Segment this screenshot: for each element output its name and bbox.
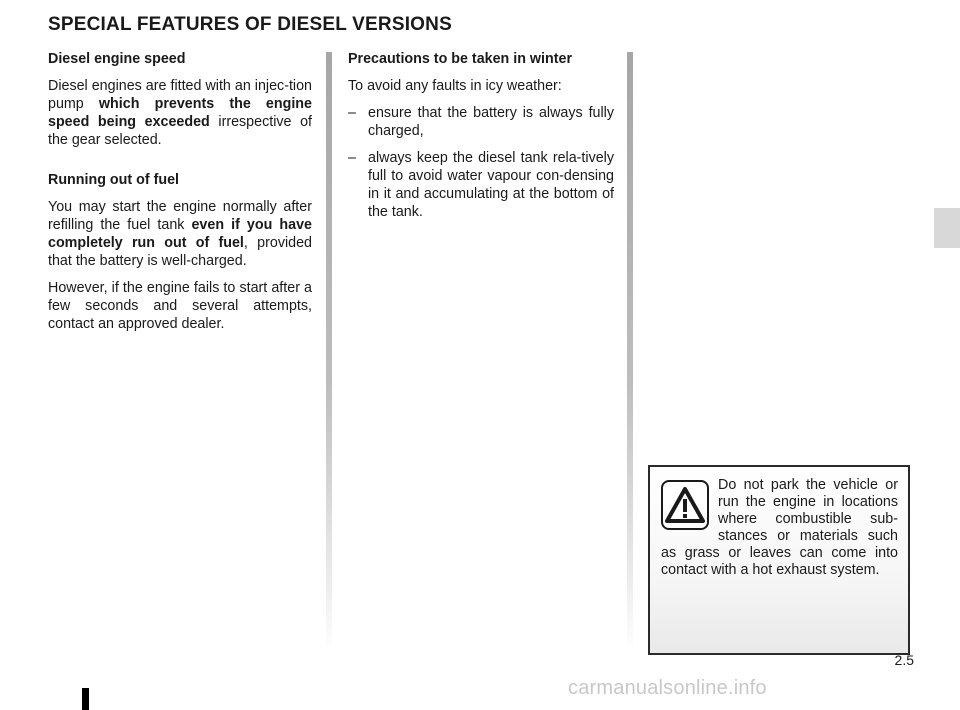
winter-intro: To avoid any faults in icy weather: <box>348 78 562 94</box>
engine-speed-text-bold: which prevents the engine speed being exceeded <box>48 96 312 130</box>
bullet-marker: – <box>348 105 356 121</box>
out-of-fuel-text-bold: even if you have completely run out of fuel <box>48 217 312 251</box>
out-of-fuel-text-start: You may start the engine normally after refilling the fuel tank <box>48 199 312 233</box>
winter-bullet-battery <box>348 104 614 140</box>
bullet-text: ensure that the battery is always fully charged, <box>368 105 614 139</box>
engine-speed-paragraph <box>48 77 312 149</box>
page-title: SPECIAL FEATURES OF DIESEL VERSIONS <box>48 14 452 35</box>
page-number: 2.5 <box>894 652 914 668</box>
section-heading-engine-speed: Diesel engine speed <box>48 51 186 67</box>
watermark: carmanualsonline.info <box>568 677 767 699</box>
column-divider-left <box>326 52 332 652</box>
left-column <box>48 50 312 342</box>
warning-triangle-icon <box>661 480 709 530</box>
column-divider-right <box>627 52 633 652</box>
corner-mark <box>82 688 89 710</box>
warning-text: Do not park the vehicle or run the engine in locations where combustible sub-stances or materials such as grass or leaves can come into contact with a hot exhaust system. <box>661 477 898 578</box>
middle-column <box>348 50 614 230</box>
section-heading-out-of-fuel: Running out of fuel <box>48 172 180 188</box>
engine-speed-text-start: Diesel engines are fitted with an injec-tion pump <box>48 78 312 112</box>
out-of-fuel-text-end: , provided that the battery is well-charged. <box>48 235 312 269</box>
bullet-text: always keep the diesel tank rela-tively full to avoid water vapour con-densing in it and accumulating at the bottom of the tank. <box>368 150 614 220</box>
dealer-paragraph: However, if the engine fails to start after a few seconds and several attempts, contact an approved dealer. <box>48 280 312 332</box>
bullet-marker: – <box>348 150 356 166</box>
warning-box <box>648 465 910 655</box>
chapter-tab <box>934 208 960 248</box>
winter-bullet-tank <box>348 149 614 221</box>
engine-speed-text-end: irrespective of the gear selected. <box>48 114 312 148</box>
out-of-fuel-paragraph <box>48 198 312 270</box>
section-heading-winter: Precautions to be taken in winter <box>348 51 573 67</box>
